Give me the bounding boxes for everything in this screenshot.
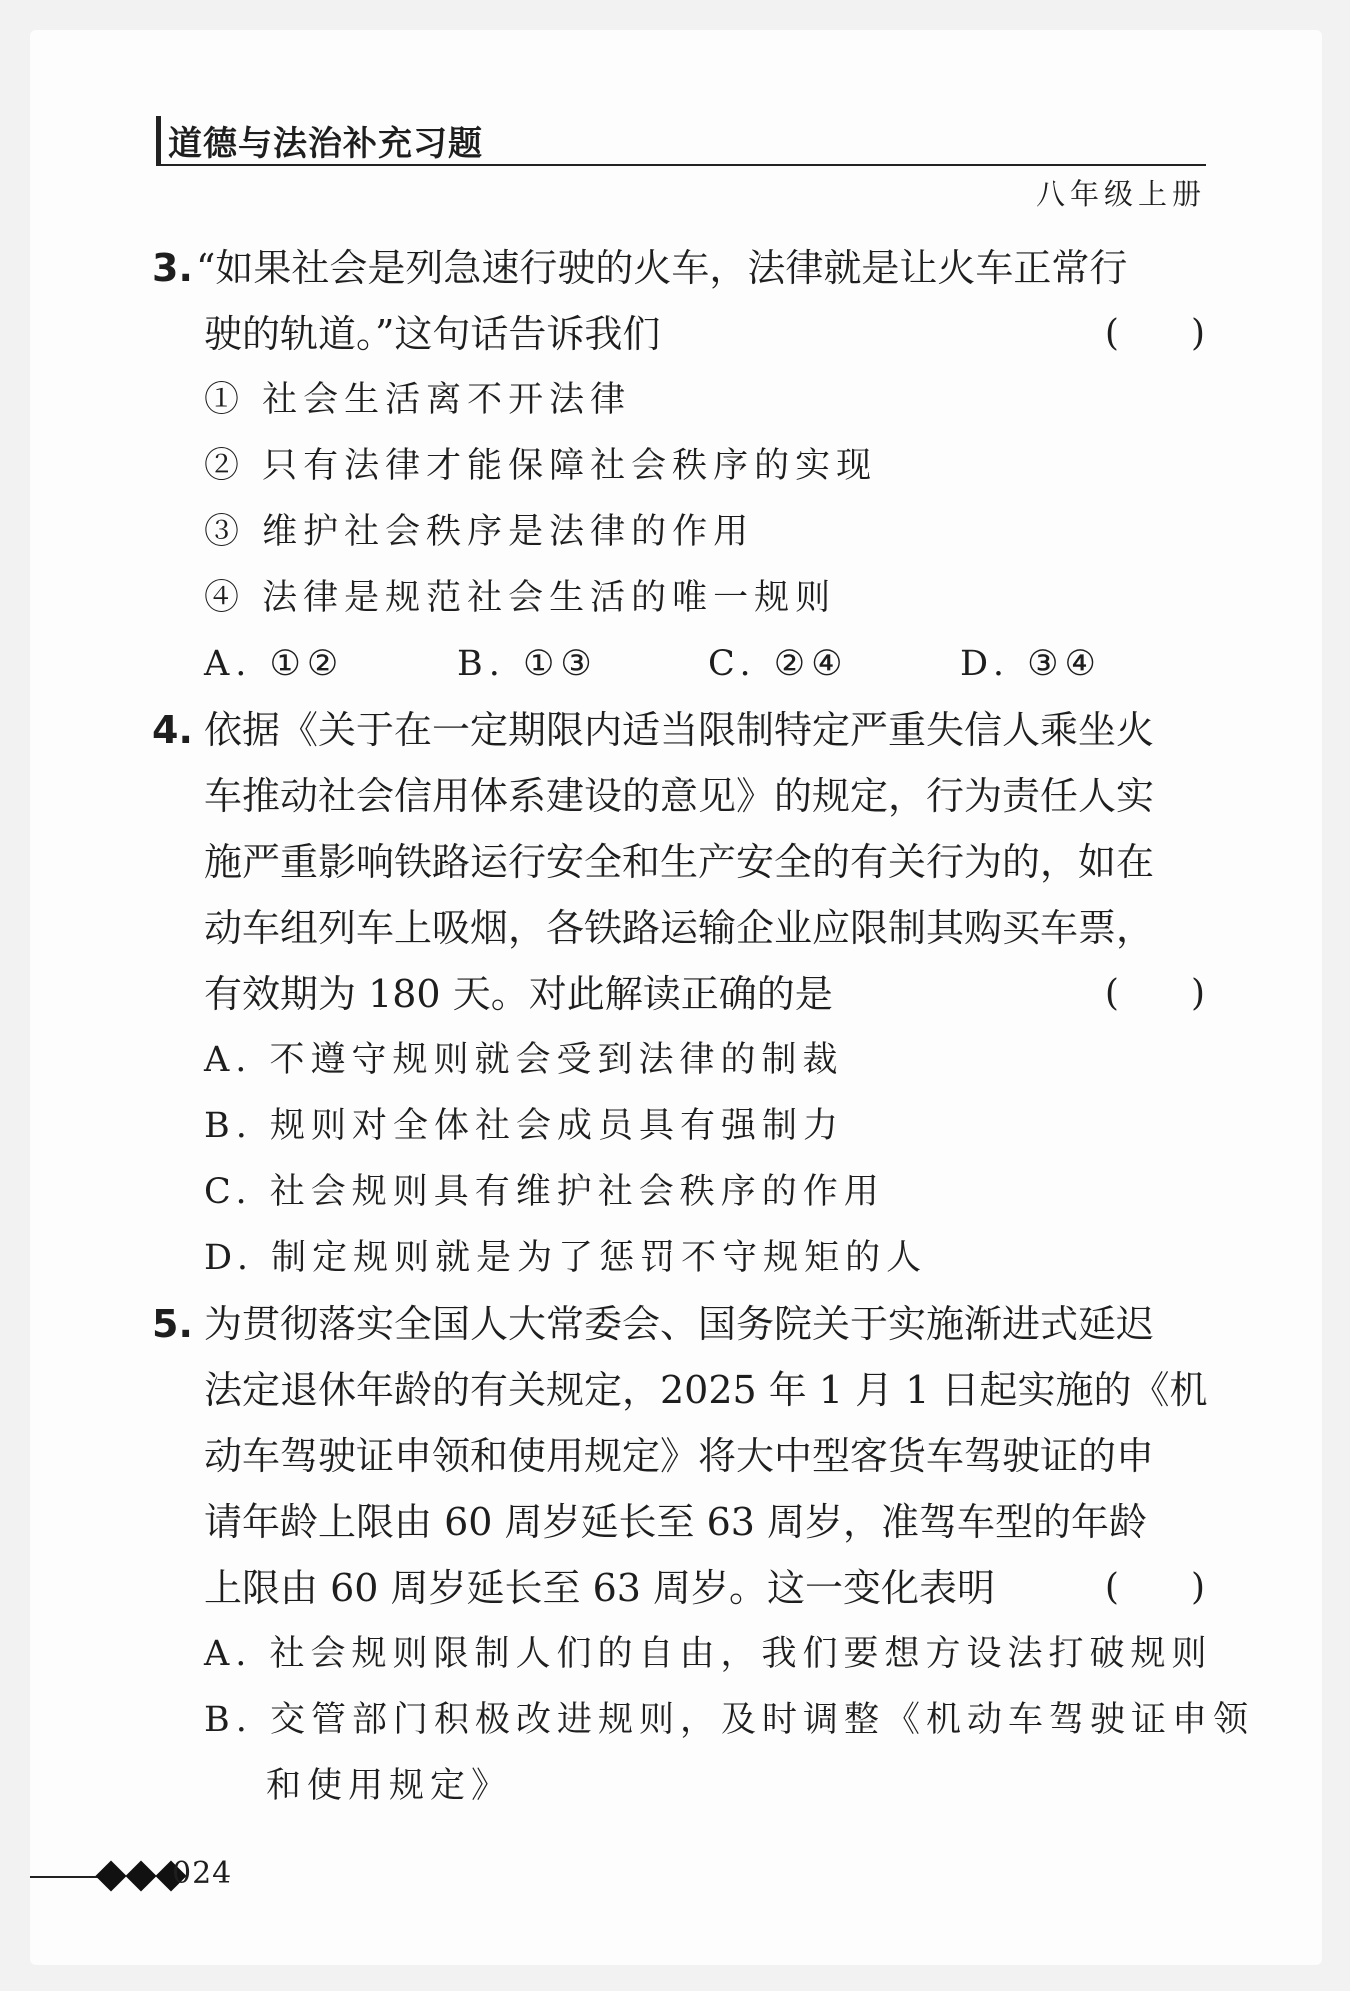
diamond-icon — [125, 1860, 156, 1891]
q5-stem-line: 法定退休年龄的有关规定，2025 年 1 月 1 日起实施的《机 — [204, 1368, 1208, 1412]
header-left-bar — [156, 116, 161, 164]
q3-number: 3. — [152, 246, 193, 290]
q4-option-a: A. 不遵守规则就会受到法律的制裁 — [204, 1040, 844, 1080]
q3-choice-a: A. ①② — [204, 644, 345, 684]
diamond-icon — [95, 1860, 126, 1891]
q4-stem-line: 动车组列车上吸烟，各铁路运输企业应限制其购买车票， — [204, 906, 1155, 950]
q3-answer-paren: ( ) — [1104, 313, 1205, 354]
q3-stem-line: 驶的轨道。”这句话告诉我们 — [204, 312, 661, 356]
q5-option-b-continued: 和使用规定》 — [266, 1766, 513, 1806]
q3-statement-4: ④ 法律是规范社会生活的唯一规则 — [204, 578, 837, 618]
q5-option-b: B. 交管部门积极改进规则，及时调整《机动车驾驶证申领 — [204, 1700, 1254, 1740]
q4-option-b: B. 规则对全体社会成员具有强制力 — [204, 1106, 844, 1146]
q4-number: 4. — [152, 708, 193, 752]
page-number: 024 — [172, 1856, 233, 1891]
book-title: 道德与法治补充习题 — [168, 124, 483, 164]
q5-stem-line: 上限由 60 周岁延长至 63 周岁。这一变化表明 — [204, 1566, 996, 1610]
q4-option-d: D. 制定规则就是为了惩罚不守规矩的人 — [204, 1238, 928, 1278]
q3-choice-d: D. ③④ — [960, 644, 1102, 684]
q5-number: 5. — [152, 1302, 193, 1346]
q5-stem-line: 为贯彻落实全国人大常委会、国务院关于实施渐进式延迟 — [204, 1302, 1155, 1346]
grade-label: 八年级上册 — [1035, 177, 1206, 211]
q4-stem-line: 依据《关于在一定期限内适当限制特定严重失信人乘坐火 — [204, 708, 1155, 752]
q5-stem-line: 请年龄上限由 60 周岁延长至 63 周岁，准驾车型的年龄 — [204, 1500, 1148, 1544]
footer-rule — [30, 1876, 105, 1878]
header-rule — [156, 164, 1206, 166]
q3-stem-line: “如果社会是列急速行驶的火车，法律就是让火车正常行 — [196, 246, 1128, 290]
q5-stem-line: 动车驾驶证申领和使用规定》将大中型客货车驾驶证的申 — [204, 1434, 1155, 1478]
q3-choice-b: B. ①③ — [457, 644, 598, 684]
q5-option-a: A. 社会规则限制人们的自由，我们要想方设法打破规则 — [204, 1634, 1213, 1674]
q4-option-c: C. 社会规则具有维护社会秩序的作用 — [204, 1172, 885, 1212]
q3-statement-3: ③ 维护社会秩序是法律的作用 — [204, 512, 755, 552]
q4-answer-paren: ( ) — [1104, 973, 1205, 1014]
q4-stem-line: 有效期为 180 天。对此解读正确的是 — [204, 972, 833, 1016]
q3-choice-c: C. ②④ — [708, 644, 849, 684]
q4-stem-line: 施严重影响铁路运行安全和生产安全的有关行为的，如在 — [204, 840, 1155, 884]
q4-stem-line: 车推动社会信用体系建设的意见》的规定，行为责任人实 — [204, 774, 1155, 818]
q3-statement-1: ① 社会生活离不开法律 — [204, 380, 632, 420]
q3-statement-2: ② 只有法律才能保障社会秩序的实现 — [204, 446, 878, 486]
q5-answer-paren: ( ) — [1104, 1567, 1205, 1608]
